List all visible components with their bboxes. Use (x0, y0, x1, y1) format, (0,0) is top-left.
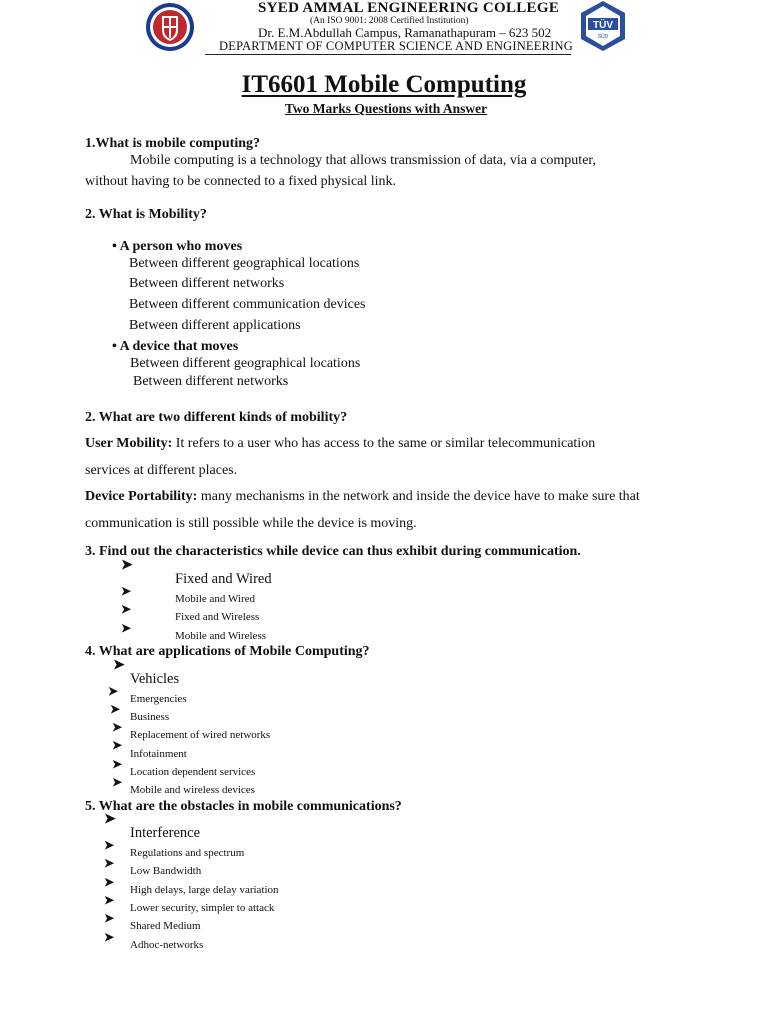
bullet-device-moves: • A device that moves (112, 339, 239, 354)
list-item: Location dependent services (130, 766, 256, 778)
device-portability-text: many mechanisms in the network and inside the device have to make sure that (200, 489, 640, 504)
answer-1-line-2: without having to be connected to a fixed physical link. (85, 174, 397, 189)
question-1: 1.What is mobile computing? (85, 136, 261, 151)
user-mobility-text: It refers to a user who has access to the same or similar telecommunication (175, 436, 596, 451)
arrow-bullet-icon: ➤ (104, 930, 115, 944)
tuv-logo (579, 0, 627, 52)
list-item: Regulations and spectrum (130, 847, 245, 859)
list-item: Fixed and Wireless (175, 611, 260, 623)
arrow-bullet-icon: ➤ (121, 621, 132, 635)
device-portability-label: Device Portability: (85, 489, 198, 504)
arrow-bullet-icon: ➤ (121, 602, 132, 616)
list-item: Fixed and Wired (175, 571, 272, 587)
department-name: DEPARTMENT OF COMPUTER SCIENCE AND ENGINEERING (219, 39, 573, 53)
list-item: Interference (130, 825, 201, 841)
device-portability-line-2: communication is still possible while the device is moving. (85, 516, 417, 531)
list-item: Mobile and Wired (175, 593, 256, 605)
list-item: Adhoc-networks (130, 939, 204, 951)
tuv-logo-text: TÜV (593, 20, 613, 31)
list-item: Infotainment (130, 748, 187, 760)
list-item: Between different networks (129, 276, 285, 291)
question-6: 5. What are the obstacles in mobile communications? (85, 799, 402, 814)
bullet-person-moves: • A person who moves (112, 239, 243, 254)
document-subtitle: Two Marks Questions with Answer (284, 101, 488, 116)
iso-certification: (An ISO 9001: 2008 Certified Institution) (310, 16, 469, 26)
arrow-bullet-icon: ➤ (104, 838, 115, 852)
arrow-bullet-icon: ➤ (121, 584, 132, 598)
arrow-bullet-icon: ➤ (108, 684, 119, 698)
list-item: Shared Medium (130, 920, 201, 932)
header-divider (205, 54, 571, 55)
arrow-bullet-icon: ➤ (110, 702, 121, 716)
list-item: Mobile and Wireless (175, 630, 267, 642)
arrow-bullet-icon: ➤ (104, 893, 115, 907)
college-address: Dr. E.M.Abdullah Campus, Ramanathapuram – 623 502 (258, 25, 552, 40)
list-item: Between different geographical locations (129, 256, 360, 271)
question-3: 2. What are two different kinds of mobility? (85, 410, 348, 425)
user-mobility-line-1 (85, 436, 595, 452)
college-name: SYED AMMAL ENGINEERING COLLEGE (258, 0, 560, 16)
arrow-bullet-icon: ➤ (104, 812, 116, 827)
list-item: Vehicles (130, 671, 180, 687)
user-mobility-line-2: services at different places. (85, 463, 238, 478)
device-portability-line-1 (85, 489, 640, 505)
question-2: 2. What is Mobility? (85, 207, 207, 222)
list-item: Mobile and wireless devices (130, 784, 255, 796)
list-item: Between different applications (129, 318, 301, 333)
user-mobility-label: User Mobility: (85, 436, 173, 451)
arrow-bullet-icon: ➤ (121, 558, 133, 573)
list-item: Between different communication devices (129, 297, 366, 312)
list-item: Between different networks (133, 374, 289, 389)
arrow-bullet-icon: ➤ (112, 757, 123, 771)
arrow-bullet-icon: ➤ (104, 911, 115, 925)
list-item: Between different geographical locations (130, 356, 361, 371)
list-item: Replacement of wired networks (130, 729, 271, 741)
list-item: Business (130, 711, 170, 723)
document-title: IT6601 Mobile Computing (241, 71, 527, 98)
list-item: Lower security, simpler to attack (130, 902, 275, 914)
list-item: High delays, large delay variation (130, 884, 279, 896)
college-logo (144, 2, 196, 52)
arrow-bullet-icon: ➤ (112, 738, 123, 752)
arrow-bullet-icon: ➤ (112, 775, 123, 789)
list-item: Emergencies (130, 693, 187, 705)
list-item: Low Bandwidth (130, 865, 202, 877)
arrow-bullet-icon: ➤ (112, 720, 123, 734)
tuv-logo-subtext: SÜD (597, 34, 609, 40)
question-5: 4. What are applications of Mobile Computing? (85, 644, 370, 659)
arrow-bullet-icon: ➤ (104, 875, 115, 889)
arrow-bullet-icon: ➤ (113, 658, 125, 673)
question-4: 3. Find out the characteristics while device can thus exhibit during communication. (85, 544, 581, 559)
answer-1-line-1: Mobile computing is a technology that allows transmission of data, via a computer, (130, 153, 597, 168)
arrow-bullet-icon: ➤ (104, 856, 115, 870)
